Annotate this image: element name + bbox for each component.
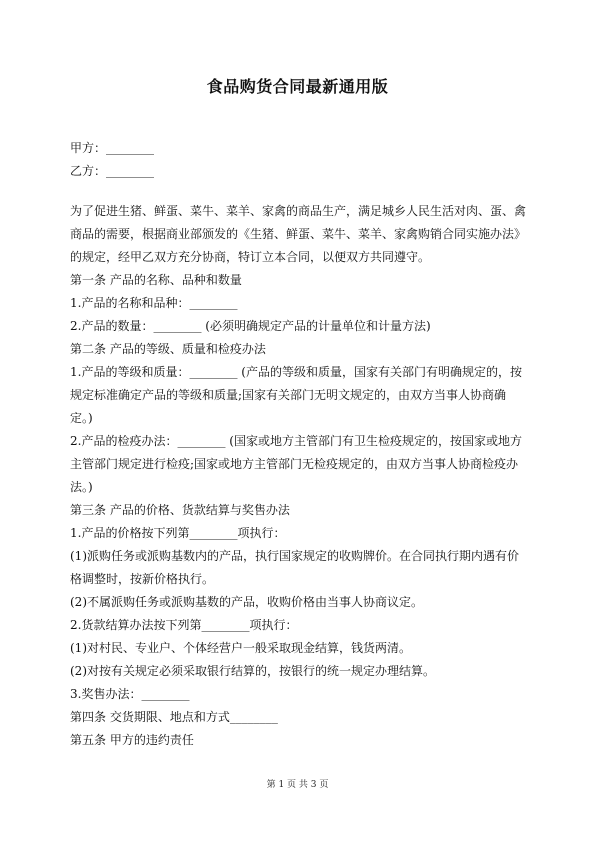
article-1-heading: 第一条 产品的名称、品种和数量	[70, 273, 242, 287]
article-2-item-1-line: 定。)	[70, 411, 93, 425]
article-2-item-2-line: 2.产品的检疫办法：________ (国家或地方主管部门有卫生检疫规定的，按国家或地方	[70, 434, 522, 448]
article-2-item-2-line: 法。)	[70, 480, 93, 494]
article-3-item-3: 3.奖售办法：________	[70, 687, 190, 701]
article-2-item-1-line: 规定标准确定产品的等级和质量;国家有关部门无明文规定的，由双方当事人协商确	[70, 388, 507, 402]
intro-paragraph-line: 的规定，经甲乙双方充分协商，特订立本合同，以便双方共同遵守。	[70, 250, 431, 264]
article-3-heading: 第三条 产品的价格、货款结算与奖售办法	[70, 503, 290, 517]
article-3-item-2: 2.货款结算办法按下列第________项执行：	[70, 618, 298, 632]
intro-paragraph-line: 商品的需要，根据商业部颁发的《生猪、鲜蛋、菜牛、菜羊、家禽购销合同实施办法》	[70, 227, 527, 241]
article-3-sub-3: (1)对村民、专业户、个体经营户一般采取现金结算，钱货两清。	[70, 641, 412, 655]
article-2-heading: 第二条 产品的等级、质量和检疫办法	[70, 342, 266, 356]
article-3-item-1: 1.产品的价格按下列第________项执行：	[70, 526, 286, 540]
article-3-sub-1-line: 格调整时，按新价格执行。	[70, 572, 215, 586]
page-indicator: 第 1 页 共 3 页	[266, 780, 329, 790]
intro-paragraph-line: 为了促进生猪、鲜蛋、菜牛、菜羊、家禽的商品生产，满足城乡人民生活对肉、蛋、禽	[70, 204, 527, 218]
article-1-item-2: 2.产品的数量：________ (必须明确规定产品的计量单位和计量方法)	[70, 319, 431, 333]
article-3-sub-2: (2)不属派购任务或派购基数的产品，收购价格由当事人协商议定。	[70, 595, 424, 609]
spacer	[70, 183, 528, 200]
article-4-heading: 第四条 交货期限、地点和方式________	[70, 710, 278, 724]
article-1-item-1: 1.产品的名称和品种：________	[70, 296, 238, 310]
document-title: 食品购货合同最新通用版	[206, 77, 389, 96]
article-2-item-2-line: 主管部门规定进行检疫;国家或地方主管部门无检疫规定的，由双方当事人协商检疫办	[70, 457, 519, 471]
article-2-item-1-line: 1.产品的等级和质量：________ (产品的等级和质量，国家有关部门有明确规定的，按	[70, 365, 522, 379]
article-3-sub-1-line: (1)派购任务或派购基数内的产品，执行国家规定的收购牌价。在合同执行期内遇有价	[70, 549, 520, 563]
party-b-line: 乙方：________	[70, 164, 155, 178]
document-body	[70, 137, 528, 752]
article-3-sub-4: (2)对按有关规定必须采取银行结算的，按银行的统一规定办理结算。	[70, 664, 436, 678]
party-a-line: 甲方：________	[70, 141, 155, 155]
article-5-heading: 第五条 甲方的违约责任	[70, 733, 194, 747]
